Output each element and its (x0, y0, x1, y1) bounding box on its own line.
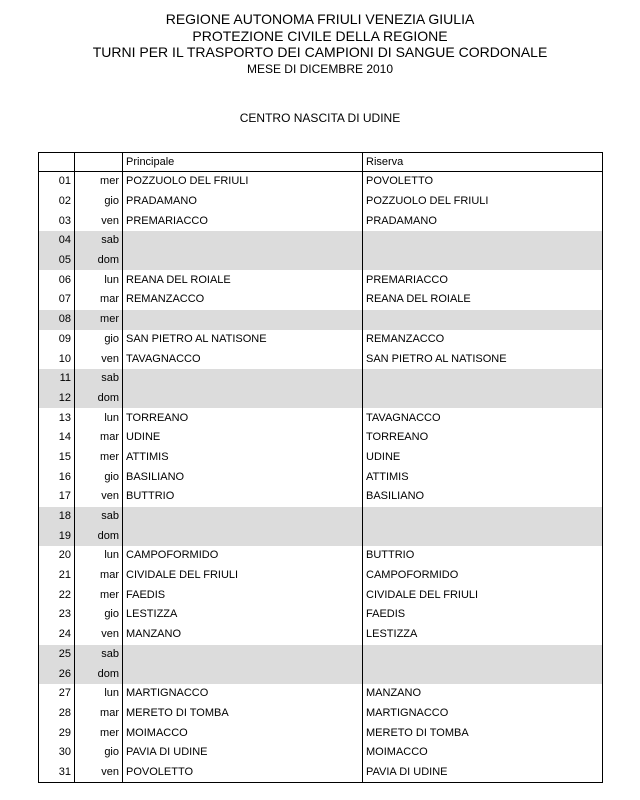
riserva-cell: MANZANO (363, 684, 603, 704)
riserva-cell: POVOLETTO (363, 172, 603, 192)
day-number-cell: 23 (39, 605, 75, 625)
day-number-cell: 31 (39, 763, 75, 783)
table-row (39, 330, 603, 350)
column-header-principale: Principale (123, 153, 363, 172)
day-number-cell: 16 (39, 467, 75, 487)
table-row (39, 192, 603, 212)
weekday-cell: mer (75, 723, 123, 743)
table-row (39, 526, 603, 546)
weekday-cell: mar (75, 566, 123, 586)
riserva-cell: REANA DEL ROIALE (363, 290, 603, 310)
riserva-cell: LESTIZZA (363, 625, 603, 645)
weekday-cell: mer (75, 585, 123, 605)
principale-cell: BUTTRIO (123, 487, 363, 507)
riserva-cell: TORREANO (363, 428, 603, 448)
table-row (39, 310, 603, 330)
riserva-cell: CAMPOFORMIDO (363, 566, 603, 586)
table-row (39, 369, 603, 389)
day-number-cell: 17 (39, 487, 75, 507)
table-row (39, 704, 603, 724)
table-row (39, 664, 603, 684)
table-row (39, 546, 603, 566)
weekday-cell: mer (75, 310, 123, 330)
principale-cell: PREMARIACCO (123, 211, 363, 231)
riserva-cell: PRADAMANO (363, 211, 603, 231)
riserva-cell: PAVIA DI UDINE (363, 763, 603, 783)
table-row (39, 172, 603, 192)
riserva-cell (363, 231, 603, 251)
table-row (39, 507, 603, 527)
day-number-cell: 18 (39, 507, 75, 527)
table-row (39, 251, 603, 271)
day-number-cell: 10 (39, 349, 75, 369)
principale-cell: POVOLETTO (123, 763, 363, 783)
weekday-cell: gio (75, 330, 123, 350)
day-number-cell: 13 (39, 408, 75, 428)
day-number-cell: 28 (39, 704, 75, 724)
weekday-cell: mer (75, 172, 123, 192)
principale-cell (123, 507, 363, 527)
riserva-cell (363, 645, 603, 665)
weekday-cell: ven (75, 625, 123, 645)
principale-cell: SAN PIETRO AL NATISONE (123, 330, 363, 350)
day-number-cell: 30 (39, 743, 75, 763)
weekday-cell: mer (75, 448, 123, 468)
day-number-cell: 06 (39, 270, 75, 290)
table-row (39, 566, 603, 586)
weekday-cell: sab (75, 645, 123, 665)
day-number-cell: 14 (39, 428, 75, 448)
principale-cell: PAVIA DI UDINE (123, 743, 363, 763)
riserva-cell: PREMARIACCO (363, 270, 603, 290)
weekday-cell: mar (75, 428, 123, 448)
principale-cell: REANA DEL ROIALE (123, 270, 363, 290)
day-number-cell: 07 (39, 290, 75, 310)
table-row (39, 211, 603, 231)
weekday-cell: lun (75, 270, 123, 290)
weekday-cell: ven (75, 487, 123, 507)
table-row (39, 428, 603, 448)
riserva-cell: CIVIDALE DEL FRIULI (363, 585, 603, 605)
weekday-cell: sab (75, 231, 123, 251)
riserva-cell (363, 251, 603, 271)
riserva-cell (363, 389, 603, 409)
weekday-cell: lun (75, 546, 123, 566)
table-row (39, 290, 603, 310)
weekday-cell: ven (75, 211, 123, 231)
weekday-cell: sab (75, 369, 123, 389)
weekday-cell: ven (75, 763, 123, 783)
riserva-cell: UDINE (363, 448, 603, 468)
table-row (39, 605, 603, 625)
weekday-cell: gio (75, 743, 123, 763)
principale-cell: TORREANO (123, 408, 363, 428)
day-number-cell: 02 (39, 192, 75, 212)
table-row (39, 585, 603, 605)
principale-cell: MERETO DI TOMBA (123, 704, 363, 724)
riserva-cell: POZZUOLO DEL FRIULI (363, 192, 603, 212)
principale-cell: CIVIDALE DEL FRIULI (123, 566, 363, 586)
principale-cell (123, 645, 363, 665)
riserva-cell: MERETO DI TOMBA (363, 723, 603, 743)
principale-cell (123, 526, 363, 546)
day-number-cell: 24 (39, 625, 75, 645)
day-number-cell: 01 (39, 172, 75, 192)
principale-cell: CAMPOFORMIDO (123, 546, 363, 566)
day-number-cell: 21 (39, 566, 75, 586)
principale-cell: LESTIZZA (123, 605, 363, 625)
principale-cell: FAEDIS (123, 585, 363, 605)
weekday-cell: gio (75, 605, 123, 625)
table-row (39, 231, 603, 251)
principale-cell: PRADAMANO (123, 192, 363, 212)
weekday-cell: mar (75, 290, 123, 310)
weekday-cell: dom (75, 526, 123, 546)
riserva-cell: MOIMACCO (363, 743, 603, 763)
riserva-cell: BASILIANO (363, 487, 603, 507)
table-row (39, 763, 603, 783)
principale-cell: ATTIMIS (123, 448, 363, 468)
day-number-cell: 08 (39, 310, 75, 330)
weekday-cell: gio (75, 467, 123, 487)
riserva-cell: SAN PIETRO AL NATISONE (363, 349, 603, 369)
principale-cell (123, 369, 363, 389)
riserva-cell (363, 507, 603, 527)
day-number-cell: 05 (39, 251, 75, 271)
column-header-weekday (75, 153, 123, 172)
weekday-cell: dom (75, 389, 123, 409)
day-number-cell: 03 (39, 211, 75, 231)
riserva-cell: ATTIMIS (363, 467, 603, 487)
principale-cell: REMANZACCO (123, 290, 363, 310)
principale-cell: BASILIANO (123, 467, 363, 487)
principale-cell: MOIMACCO (123, 723, 363, 743)
table-row (39, 743, 603, 763)
riserva-cell (363, 310, 603, 330)
riserva-cell (363, 526, 603, 546)
day-number-cell: 19 (39, 526, 75, 546)
day-number-cell: 04 (39, 231, 75, 251)
day-number-cell: 11 (39, 369, 75, 389)
header-row (39, 153, 603, 172)
principale-cell (123, 231, 363, 251)
principale-cell (123, 664, 363, 684)
day-number-cell: 22 (39, 585, 75, 605)
principale-cell: POZZUOLO DEL FRIULI (123, 172, 363, 192)
day-number-cell: 12 (39, 389, 75, 409)
table-row (39, 723, 603, 743)
riserva-cell: MARTIGNACCO (363, 704, 603, 724)
day-number-cell: 20 (39, 546, 75, 566)
riserva-cell (363, 369, 603, 389)
table-row (39, 349, 603, 369)
day-number-cell: 25 (39, 645, 75, 665)
day-number-cell: 27 (39, 684, 75, 704)
principale-cell: MARTIGNACCO (123, 684, 363, 704)
principale-cell (123, 251, 363, 271)
day-number-cell: 15 (39, 448, 75, 468)
table-row (39, 408, 603, 428)
day-number-cell: 26 (39, 664, 75, 684)
header-department: PROTEZIONE CIVILE DELLA REGIONE (192, 28, 448, 44)
center-subtitle: CENTRO NASCITA DI UDINE (239, 111, 401, 125)
column-header-date (39, 153, 75, 172)
day-number-cell: 29 (39, 723, 75, 743)
table-row (39, 645, 603, 665)
weekday-cell: ven (75, 349, 123, 369)
header-month: MESE DI DICEMBRE 2010 (246, 62, 394, 76)
weekday-cell: lun (75, 684, 123, 704)
table-row (39, 684, 603, 704)
weekday-cell: dom (75, 664, 123, 684)
principale-cell: TAVAGNACCO (123, 349, 363, 369)
shift-table-header (39, 153, 603, 172)
table-row (39, 270, 603, 290)
shift-table (38, 152, 603, 783)
table-row (39, 389, 603, 409)
weekday-cell: dom (75, 251, 123, 271)
shift-table-body (39, 172, 603, 783)
riserva-cell: REMANZACCO (363, 330, 603, 350)
header-title: TURNI PER IL TRASPORTO DEI CAMPIONI DI SANGUE CORDONALE (92, 44, 548, 60)
weekday-cell: mar (75, 704, 123, 724)
header-region: REGIONE AUTONOMA FRIULI VENEZIA GIULIA (165, 11, 475, 27)
table-row (39, 448, 603, 468)
table-row (39, 487, 603, 507)
principale-cell: MANZANO (123, 625, 363, 645)
weekday-cell: lun (75, 408, 123, 428)
weekday-cell: gio (75, 192, 123, 212)
principale-cell (123, 310, 363, 330)
column-header-riserva: Riserva (363, 153, 603, 172)
riserva-cell: TAVAGNACCO (363, 408, 603, 428)
riserva-cell: BUTTRIO (363, 546, 603, 566)
riserva-cell (363, 664, 603, 684)
table-row (39, 625, 603, 645)
principale-cell (123, 389, 363, 409)
weekday-cell: sab (75, 507, 123, 527)
day-number-cell: 09 (39, 330, 75, 350)
table-row (39, 467, 603, 487)
principale-cell: UDINE (123, 428, 363, 448)
riserva-cell: FAEDIS (363, 605, 603, 625)
